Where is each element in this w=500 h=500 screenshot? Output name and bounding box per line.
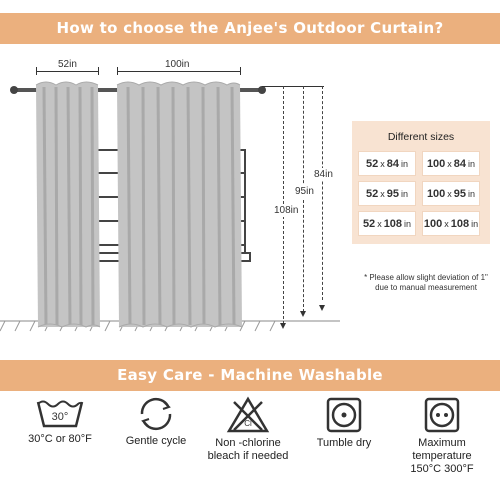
care-item-gentle (108, 396, 204, 448)
size-unit: in (471, 218, 479, 229)
header-title: How to choose the Anjee's Outdoor Curtain? (56, 19, 444, 37)
size-height: 84 (386, 157, 399, 170)
svg-text:Cl: Cl (244, 419, 252, 428)
size-width: 52 (362, 217, 376, 230)
size-option (422, 181, 480, 206)
care-banner (0, 360, 500, 391)
size-height: 95 (453, 187, 467, 200)
size-height: 108 (383, 217, 403, 230)
care-label (394, 437, 490, 476)
arrow-down-icon (300, 311, 306, 317)
length-short-line (322, 86, 323, 300)
size-option (358, 151, 416, 176)
note-line-2: due to manual measurement (375, 283, 477, 292)
care-label (200, 437, 296, 463)
tumble-dry-icon (325, 396, 363, 434)
length-short-label: 84in (314, 169, 333, 180)
care-label: Tumble dry (316, 437, 372, 449)
care-title: Easy Care - Machine Washable (117, 366, 383, 384)
size-width: 52 (365, 187, 379, 200)
curtain-illustration (0, 55, 340, 345)
size-height: 84 (453, 157, 467, 170)
width-large-line (117, 71, 240, 72)
care-item-wash (12, 396, 108, 446)
length-mid-label: 95in (295, 186, 314, 197)
size-sep: x (377, 218, 382, 229)
care-label-line: 150°C 300°F (410, 463, 474, 475)
size-unit: in (468, 188, 476, 199)
curtain-panel-left (36, 82, 100, 327)
header-banner (0, 13, 500, 44)
dim-tick (98, 67, 99, 75)
length-long-label: 108in (274, 205, 299, 216)
arrow-down-icon (280, 323, 286, 329)
size-width: 100 (426, 187, 446, 200)
care-item-bleach (200, 396, 296, 463)
curtain-panel-right (117, 82, 242, 327)
dim-tick (240, 67, 241, 75)
gentle-cycle-icon (136, 396, 176, 432)
size-sep: x (447, 158, 452, 169)
size-option (358, 211, 416, 236)
length-mid-line (303, 86, 304, 312)
care-label-line: Non -chlorine (215, 437, 281, 449)
sizes-title: Different sizes (387, 131, 455, 143)
care-label-line: bleach if needed (207, 450, 289, 462)
wash-30-icon (36, 396, 84, 430)
size-sep: x (380, 188, 385, 199)
size-sep: x (444, 218, 449, 229)
size-unit: in (400, 158, 408, 169)
size-height: 95 (386, 187, 399, 200)
width-small-line (36, 71, 98, 72)
no-bleach-icon (226, 396, 270, 434)
size-unit: in (468, 158, 476, 169)
size-option (422, 211, 480, 236)
size-sep: x (447, 188, 452, 199)
arrow-down-icon (319, 305, 325, 311)
size-height: 108 (450, 217, 470, 230)
care-item-dry (296, 396, 392, 450)
sizes-panel (352, 121, 490, 244)
care-label-line: temperature (412, 450, 472, 462)
width-small-label: 52in (58, 59, 77, 70)
care-label-line: Maximum (418, 437, 466, 449)
iron-temperature-icon (423, 396, 461, 434)
top-reference-line (262, 86, 324, 87)
care-item-temp (394, 396, 490, 476)
size-width: 100 (423, 217, 443, 230)
care-label: Gentle cycle (125, 435, 187, 447)
size-unit: in (400, 188, 408, 199)
size-width: 52 (365, 157, 379, 170)
deviation-note (352, 273, 500, 293)
note-line-1: * Please allow slight deviation of 1" (364, 273, 488, 282)
size-width: 100 (426, 157, 446, 170)
care-label: 30°C or 80°F (28, 433, 92, 445)
size-sep: x (380, 158, 385, 169)
size-option (358, 181, 416, 206)
size-option (422, 151, 480, 176)
width-large-label: 100in (165, 59, 190, 70)
svg-text:30°: 30° (51, 411, 69, 423)
size-unit: in (404, 218, 412, 229)
